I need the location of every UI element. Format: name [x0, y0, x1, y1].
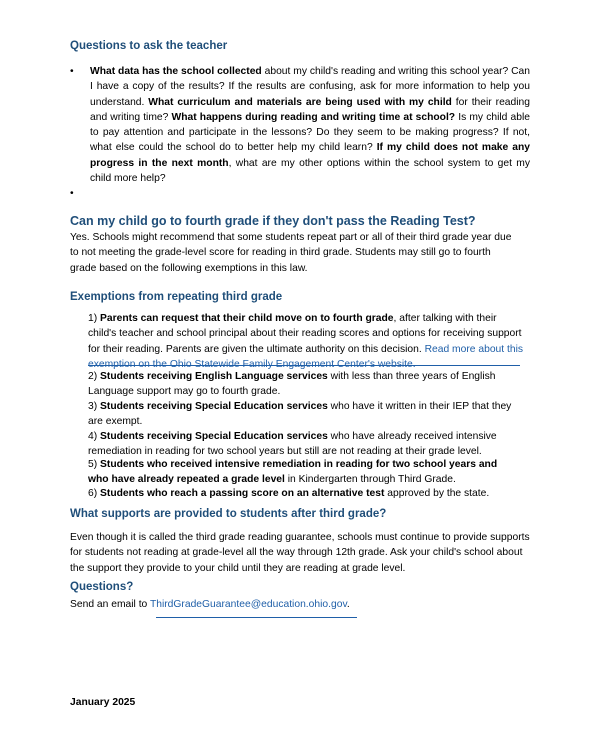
- text: .: [346, 599, 350, 610]
- text: who have it written in their IEP that they are exempt.: [88, 401, 512, 428]
- bold-text: Students receiving English Language services: [100, 371, 328, 382]
- exemption-2: [88, 369, 520, 400]
- supports-heading: What supports are provided to students after third grade?: [70, 508, 387, 520]
- text: , what are my other options within the school system to get my child more help?: [90, 157, 530, 185]
- list-item: [90, 64, 530, 186]
- bold-text: Students receiving Special Education services: [100, 431, 328, 442]
- list-number: 5): [88, 459, 101, 470]
- text: about my child's reading and writing this school year? Can I have a copy of the results? If the results are confusing, ask for more information to help you understand.: [90, 66, 530, 108]
- email-link[interactable]: ThirdGradeGuarantee@education.ohio.gov: [149, 599, 347, 610]
- bold-text: If my child does not make any progress in the next month: [90, 142, 530, 169]
- text: approved by the state.: [384, 488, 490, 499]
- list-number: 3): [88, 401, 101, 412]
- bold-text: Students receiving Special Education services: [100, 401, 328, 412]
- exemption-1: [88, 311, 523, 372]
- footer-date: January 2025: [70, 697, 136, 708]
- list-number: 4): [88, 431, 101, 442]
- questions-heading: Questions?: [70, 581, 134, 593]
- bold-text: What happens during reading and writing time at school?: [171, 111, 456, 123]
- text: for their reading and writing time?: [90, 96, 530, 123]
- questions-teacher-heading: Questions to ask the teacher: [70, 40, 228, 52]
- list-number: 6): [88, 488, 101, 499]
- bold-text: Students who received intensive remediation in reading for two school years and who have already repeated a grade level: [88, 459, 498, 486]
- list-number: 1): [88, 313, 101, 324]
- bold-text: What curriculum and materials are being used with my child: [148, 96, 452, 108]
- text: Is my child able to pay attention and participate in the lessons? Do they seem to be making progress? If not, what else could the school do to better help my child learn?: [90, 111, 530, 154]
- exemption-3: [88, 399, 520, 430]
- bold-text: Parents can request that their child move on to fourth grade: [100, 313, 394, 324]
- supports-body: Even though it is called the third grade reading guarantee, schools must continue to provide supports for students not reading at grade-level all the way through 12th grade. Ask your child's school about the support they provide to your child until they are reading at grade level.: [70, 532, 530, 574]
- text: , after talking with their child's teacher and school principal about their reading scores and options for receiving support for their reading. Parents are given the ultimate authority on this decision.: [88, 313, 522, 355]
- exemption-6: [88, 486, 520, 501]
- empty-list-item: [90, 186, 530, 201]
- exemption-4: [88, 429, 520, 460]
- bold-text: Students who reach a passing score on an alternative test: [100, 488, 385, 499]
- teacher-questions-list: [90, 64, 530, 202]
- exemption-5: [88, 457, 520, 488]
- fourth-grade-heading: Can my child go to fourth grade if they don't pass the Reading Test?: [70, 214, 476, 228]
- questions-email-line: [70, 597, 530, 612]
- fourth-grade-body: Yes. Schools might recommend that some students repeat part or all of their third grade year due to not meeting the grade-level score for reading in third grade. Students may still go to fourth grade based on the following exemptions in this law.: [70, 232, 512, 274]
- link-underline: [88, 365, 520, 366]
- text: who have already received intensive remediation in reading for two school years but still are not reading at their grade level.: [88, 431, 497, 458]
- ohio-family-engagement-link[interactable]: Read more about this: [424, 343, 524, 355]
- text: in Kindergarten through Third Grade.: [284, 474, 456, 486]
- email-underline: [156, 617, 357, 618]
- list-number: 2): [88, 371, 101, 382]
- exemptions-heading: Exemptions from repeating third grade: [70, 291, 283, 303]
- text: Send an email to: [70, 599, 150, 610]
- text: with less than three years of English Language support may go to fourth grade.: [88, 371, 496, 398]
- bold-text: What data has the school collected: [90, 66, 262, 77]
